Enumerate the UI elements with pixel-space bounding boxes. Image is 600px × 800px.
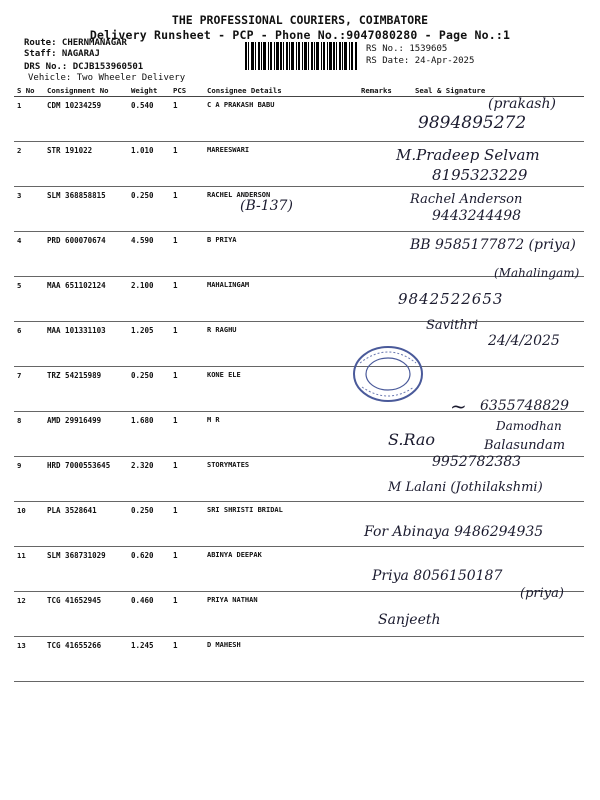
company-title: THE PROFESSIONAL COURIERS, COIMBATORE (171, 13, 429, 27)
handwriting-9a: Balasundam (484, 438, 566, 453)
handwriting-8b: Damodhan (496, 419, 562, 433)
row-pcs: 1 (170, 502, 204, 547)
row-pcs: 1 (170, 97, 204, 142)
row-consignee: C A PRAKASH BABU (204, 97, 358, 142)
handwriting-2b: 8195323229 (432, 166, 528, 184)
row-weight: 1.205 (128, 322, 170, 367)
col-consignment: Consignment No (44, 86, 128, 97)
row-pcs: 1 (170, 232, 204, 277)
rs-number: RS No.: 1539605 (366, 44, 448, 54)
row-sno: 4 (14, 232, 44, 277)
row-consignee: KONE ELE (204, 367, 358, 412)
drs-number: DRS No.: DCJB153960501 (24, 62, 144, 72)
row-remarks (358, 637, 412, 682)
vehicle-label: Vehicle: Two Wheeler Delivery (28, 73, 186, 83)
row-pcs: 1 (170, 637, 204, 682)
row-seal (412, 637, 584, 682)
row-weight: 0.620 (128, 547, 170, 592)
row-consignment: PRD 600070674 (44, 232, 128, 277)
row-sno: 7 (14, 367, 44, 412)
rs-date: RS Date: 24-Apr-2025 (366, 56, 475, 66)
row-consignee: PRIYA NATHAN (204, 592, 358, 637)
row-sno: 1 (14, 97, 44, 142)
col-pcs: PCS (170, 86, 204, 97)
row-sno: 9 (14, 457, 44, 502)
handwriting-12a: Priya 8056150187 (372, 568, 503, 584)
row-consignment: STR 191022 (44, 142, 128, 187)
row-sno: 11 (14, 547, 44, 592)
handwriting-6a: Savithri (426, 318, 479, 333)
row-sno: 12 (14, 592, 44, 637)
row-weight: 4.590 (128, 232, 170, 277)
row-pcs: 1 (170, 592, 204, 637)
row-sno: 3 (14, 187, 44, 232)
row-weight: 0.460 (128, 592, 170, 637)
handwriting-10a: M Lalani (Jothilakshmi) (388, 480, 543, 495)
row-sno: 8 (14, 412, 44, 457)
staff-label: Staff: NAGARAJ (24, 49, 100, 59)
table-row (14, 592, 584, 637)
row-weight: 0.250 (128, 187, 170, 232)
row-pcs: 1 (170, 547, 204, 592)
row-consignment: MAA 101331103 (44, 322, 128, 367)
handwriting-3b: Rachel Anderson (410, 192, 523, 207)
handwriting-11a: For Abinaya 9486294935 (364, 524, 544, 540)
barcode-image (245, 42, 357, 70)
row-consignment: SLM 368731029 (44, 547, 128, 592)
row-consignee: R RAGHU (204, 322, 358, 367)
row-consignee: MAREESWARI (204, 142, 358, 187)
row-consignee: STORYMATES (204, 457, 358, 502)
table-header-row (14, 86, 584, 97)
row-pcs: 1 (170, 457, 204, 502)
row-consignment: PLA 3528641 (44, 502, 128, 547)
handwriting-3c: 9443244498 (432, 208, 522, 224)
row-pcs: 1 (170, 187, 204, 232)
handwriting-5b: 9842522653 (398, 290, 504, 308)
row-weight: 2.100 (128, 277, 170, 322)
route-label: Route: CHERNMANAGAR (24, 38, 127, 48)
row-consignee: D MAHESH (204, 637, 358, 682)
row-weight: 1.010 (128, 142, 170, 187)
handwriting-8a: 6355748829 (480, 398, 570, 414)
row-pcs: 1 (170, 412, 204, 457)
row-consignment: MAA 651102124 (44, 277, 128, 322)
signature-9: S.Rao (388, 430, 436, 449)
row-consignment: TCG 41652945 (44, 592, 128, 637)
row-remarks (358, 187, 412, 232)
row-consignee: B PRIYA (204, 232, 358, 277)
row-weight: 1.245 (128, 637, 170, 682)
row-consignment: AMD 29916499 (44, 412, 128, 457)
row-sno: 13 (14, 637, 44, 682)
row-pcs: 1 (170, 322, 204, 367)
col-remarks: Remarks (358, 86, 412, 97)
company-stamp (348, 343, 428, 405)
row-consignee: RACHEL ANDERSON (204, 187, 358, 232)
handwriting-2a: M.Pradeep Selvam (396, 146, 540, 164)
row-consignee: M R (204, 412, 358, 457)
handwriting-13a: Sanjeeth (378, 612, 441, 628)
col-sno: S No (14, 86, 44, 97)
handwriting-1a: (prakash) (488, 96, 556, 112)
row-consignee: MAHALINGAM (204, 277, 358, 322)
row-sno: 10 (14, 502, 44, 547)
row-pcs: 1 (170, 367, 204, 412)
row-consignment: SLM 368858815 (44, 187, 128, 232)
runsheet-title: Delivery Runsheet - PCP - Phone No.:9047080280 - Page No.:1 (89, 28, 511, 42)
handwriting-9b: 9952782383 (432, 454, 522, 470)
signature-8: ~ (450, 394, 467, 418)
row-pcs: 1 (170, 142, 204, 187)
row-weight: 0.540 (128, 97, 170, 142)
table-row (14, 637, 584, 682)
row-consignee: ABINYA DEEPAK (204, 547, 358, 592)
row-consignee: SRI SHRISTI BRIDAL (204, 502, 358, 547)
row-consignment: TRZ 54215989 (44, 367, 128, 412)
row-remarks (358, 97, 412, 142)
handwriting-3a: (B-137) (240, 198, 293, 214)
row-remarks (358, 232, 412, 277)
row-weight: 1.680 (128, 412, 170, 457)
col-consignee: Consignee Details (204, 86, 358, 97)
handwriting-12b: (priya) (520, 586, 564, 601)
col-weight: Weight (128, 86, 170, 97)
row-weight: 0.250 (128, 367, 170, 412)
row-sno: 2 (14, 142, 44, 187)
row-pcs: 1 (170, 277, 204, 322)
col-seal: Seal & Signature (412, 86, 584, 97)
row-sno: 5 (14, 277, 44, 322)
handwriting-1b: 9894895272 (418, 113, 527, 133)
row-weight: 0.250 (128, 502, 170, 547)
row-consignment: HRD 7000553645 (44, 457, 128, 502)
row-sno: 6 (14, 322, 44, 367)
row-consignment: CDM 10234259 (44, 97, 128, 142)
handwriting-4a: BB 9585177872 (priya) (410, 237, 576, 253)
row-consignment: TCG 41655266 (44, 637, 128, 682)
handwriting-6b: 24/4/2025 (488, 333, 560, 349)
row-weight: 2.320 (128, 457, 170, 502)
handwriting-5a: (Mahalingam) (494, 266, 580, 280)
